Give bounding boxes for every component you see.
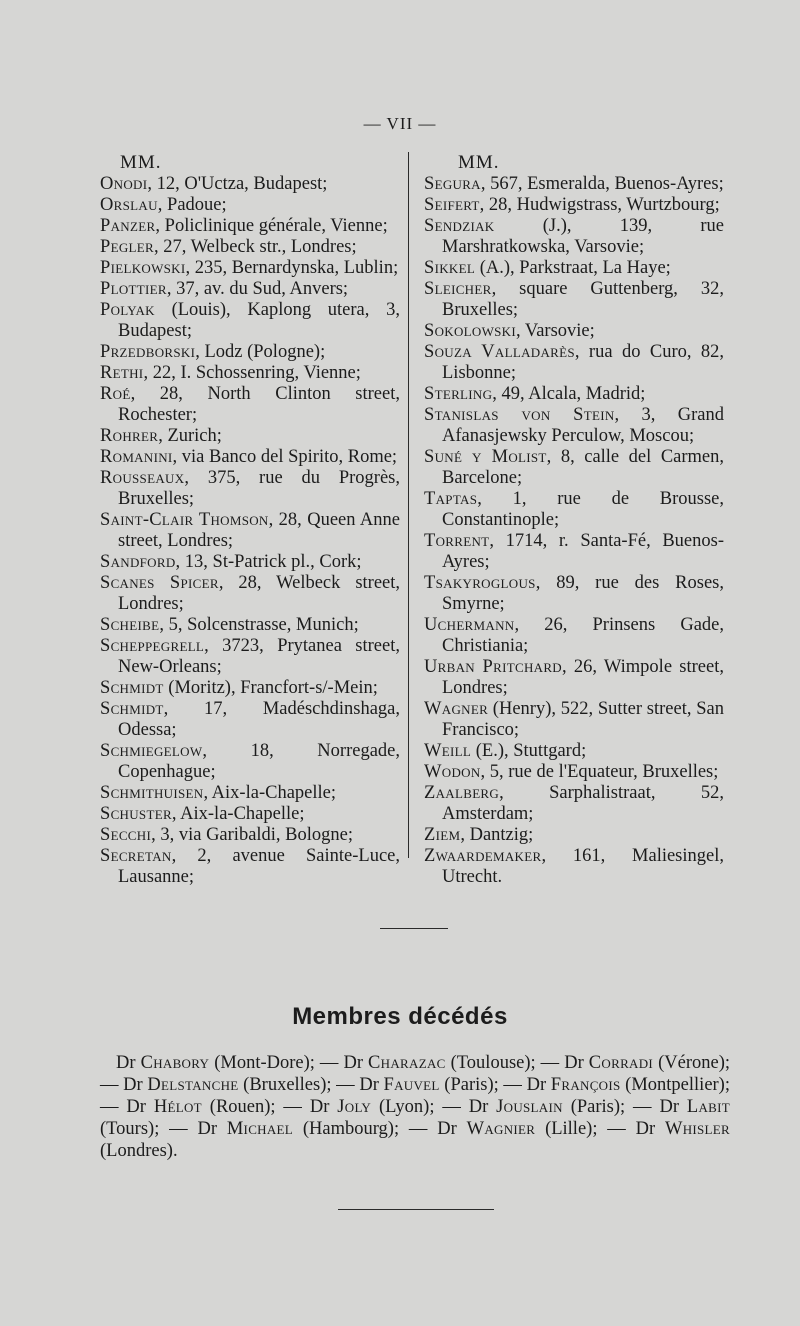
- member-entry: [100, 678, 400, 699]
- deceased-city: (Hambourg); —: [293, 1119, 438, 1139]
- doctor-prefix: Dr: [197, 1119, 227, 1139]
- member-name: Sendziak: [424, 216, 495, 236]
- deceased-city: (Lyon); —: [371, 1097, 469, 1117]
- left-member-list: [100, 174, 400, 888]
- member-name: Weill: [424, 741, 472, 761]
- doctor-prefix: Dr: [126, 1097, 154, 1117]
- member-address: , 375, rue du Progrès, Bruxelles;: [118, 468, 400, 509]
- member-entry: [424, 531, 724, 573]
- member-address: , 3, via Garibaldi, Bologne;: [151, 825, 354, 845]
- deceased-name: Whisler: [664, 1119, 730, 1139]
- member-name: Taptas: [424, 489, 478, 509]
- member-entry: [100, 237, 400, 258]
- member-entry: [100, 258, 400, 279]
- deceased-name: Fauvel: [383, 1075, 440, 1095]
- member-entry: [424, 615, 724, 657]
- member-entry: [100, 804, 400, 825]
- deceased-name: Corradi: [588, 1053, 654, 1073]
- member-address: , 49, Alcala, Madrid;: [492, 384, 646, 404]
- member-address: , 567, Esmeralda, Buenos-Ayres;: [480, 174, 724, 194]
- deceased-members-paragraph: [100, 1052, 730, 1162]
- member-entry: [424, 489, 724, 531]
- member-entry: [100, 636, 400, 678]
- member-name: Plottier: [100, 279, 167, 299]
- member-name: Zwaardemaker: [424, 846, 542, 866]
- member-name: Scheppegrell: [100, 636, 205, 656]
- member-entry: [100, 468, 400, 510]
- page-number: — VII —: [363, 114, 437, 133]
- member-entry: [424, 279, 724, 321]
- member-name: Seifert: [424, 195, 480, 215]
- deceased-entry: [126, 1097, 309, 1117]
- member-name: Rousseaux: [100, 468, 185, 488]
- member-name: Romanini: [100, 447, 173, 467]
- member-name: Schmithuisen: [100, 783, 204, 803]
- member-name: Suné y Molist: [424, 447, 547, 467]
- right-member-column: [424, 152, 724, 888]
- member-name: Ziem: [424, 825, 461, 845]
- deceased-city: (Lille); —: [535, 1119, 636, 1139]
- deceased-city: (Tours); —: [100, 1119, 198, 1139]
- member-entry: [100, 300, 400, 342]
- member-name: Stanislas von Stein: [424, 405, 615, 425]
- closing-rule: [338, 1209, 494, 1210]
- deceased-name: Chabory: [140, 1053, 210, 1073]
- member-address: , 28, Queen Anne street, Londres;: [118, 510, 400, 551]
- member-address: , 3, Grand Afanasjewsky Perculow, Moscou;: [442, 405, 724, 446]
- deceased-entry: [310, 1097, 469, 1117]
- deceased-city: (Paris); —: [439, 1075, 527, 1095]
- deceased-name: François: [550, 1075, 621, 1095]
- member-name: Torrent: [424, 531, 490, 551]
- member-entry: [424, 174, 724, 195]
- member-address: (Moritz), Francfort-s/-Mein;: [163, 678, 378, 698]
- deceased-name: Wagnier: [466, 1119, 536, 1139]
- member-name: Uchermann: [424, 615, 515, 635]
- left-column-header: MM.: [120, 152, 162, 173]
- member-address: , 22, I. Schossenring, Vienne;: [143, 363, 361, 383]
- member-entry: [424, 762, 724, 783]
- member-entry: [100, 573, 400, 615]
- member-entry: [424, 573, 724, 615]
- member-name: Roé: [100, 384, 131, 404]
- member-entry: [100, 552, 400, 573]
- member-name: Sokolowski: [424, 321, 516, 341]
- member-name: Sterling: [424, 384, 493, 404]
- member-address: , 2, avenue Sainte-Luce, Lausanne;: [118, 846, 400, 887]
- deceased-entry: [359, 1075, 526, 1095]
- member-entry: [424, 384, 724, 405]
- member-entry: [100, 174, 400, 195]
- member-entry: [100, 426, 400, 447]
- doctor-prefix: Dr: [123, 1075, 148, 1095]
- member-address: , Varsovie;: [516, 321, 595, 341]
- member-address: , 28, Hudwigstrass, Wurtzbourg;: [479, 195, 720, 215]
- member-address: , 8, calle del Carmen, Barcelone;: [442, 447, 725, 488]
- member-address: (A.), Parkstraat, La Haye;: [475, 258, 671, 278]
- member-name: Schuster: [100, 804, 172, 824]
- member-address: , 3723, Prytanea street, New-Orleans;: [118, 636, 400, 677]
- member-address: , Padoue;: [157, 195, 227, 215]
- member-entry: [424, 699, 724, 741]
- member-entry: [100, 741, 400, 783]
- right-member-list: [424, 174, 724, 888]
- deceased-entry: [123, 1075, 359, 1095]
- deceased-name: Jouslain: [496, 1097, 563, 1117]
- member-entry: [424, 321, 724, 342]
- member-address: (Henry), 522, Sutter street, San Francisco;: [442, 699, 724, 740]
- member-address: , Sarphalistraat, 52, Amsterdam;: [442, 783, 724, 824]
- member-name: Orslau: [100, 195, 158, 215]
- deceased-entry: [116, 1053, 343, 1073]
- deceased-name: Labit: [686, 1097, 731, 1117]
- member-name: Scheibe: [100, 615, 160, 635]
- member-name: Sikkel: [424, 258, 476, 278]
- member-entry: [424, 846, 724, 888]
- deceased-city: (Paris); —: [562, 1097, 660, 1117]
- member-entry: [100, 825, 400, 846]
- left-member-column: [100, 152, 400, 888]
- doctor-prefix: Dr: [116, 1053, 141, 1073]
- deceased-city: (Mont-Dore); —: [209, 1053, 344, 1073]
- member-address: , Aix-la-Chapelle;: [171, 804, 305, 824]
- deceased-name: Charazac: [368, 1053, 446, 1073]
- doctor-prefix: Dr: [468, 1097, 497, 1117]
- deceased-entry: [197, 1119, 437, 1139]
- member-name: Panzer: [100, 216, 156, 236]
- member-name: Segura: [424, 174, 481, 194]
- doctor-prefix: Dr: [359, 1075, 384, 1095]
- member-address: , rua do Curo, 82, Lisbonne;: [442, 342, 725, 383]
- member-name: Scanes Spicer: [100, 573, 219, 593]
- member-entry: [100, 783, 400, 804]
- member-address: , via Banco del Spirito, Rome;: [172, 447, 398, 467]
- member-address: , 1, rue de Brousse, Constantinople;: [442, 489, 724, 530]
- member-name: Wagner: [424, 699, 489, 719]
- doctor-prefix: Dr: [343, 1053, 369, 1073]
- member-address: (J.), 139, rue Marshratkowska, Varsovie;: [442, 216, 724, 257]
- member-entry: [424, 447, 724, 489]
- member-entry: [100, 846, 400, 888]
- member-entry: [100, 510, 400, 552]
- member-address: , Aix-la-Chapelle;: [203, 783, 336, 803]
- member-address: , Lodz (Pologne);: [195, 342, 326, 362]
- member-address: , 28, Welbeck street, Londres;: [118, 573, 401, 614]
- member-address: , 5, Solcenstrasse, Munich;: [159, 615, 359, 635]
- member-name: Sleicher: [424, 279, 492, 299]
- member-entry: [424, 258, 724, 279]
- deceased-entry: [343, 1053, 564, 1073]
- doctor-prefix: Dr: [526, 1075, 551, 1095]
- section-separator-rule: [380, 928, 448, 929]
- deceased-name: Delstanche: [147, 1075, 239, 1095]
- member-address: , square Guttenberg, 32, Bruxelles;: [442, 279, 724, 320]
- member-address: , Dantzig;: [460, 825, 534, 845]
- column-divider: [408, 152, 409, 858]
- deceased-name: Joly: [337, 1097, 372, 1117]
- member-address: , 37, av. du Sud, Anvers;: [166, 279, 349, 299]
- member-address: , 13, St-Patrick pl., Cork;: [175, 552, 362, 572]
- member-entry: [100, 195, 400, 216]
- member-address: , 5, rue de l'Equateur, Bruxelles;: [480, 762, 719, 782]
- member-name: Schmiegelow: [100, 741, 203, 761]
- member-address: , 89, rue des Roses, Smyrne;: [442, 573, 724, 614]
- deceased-name: Michael: [226, 1119, 294, 1139]
- member-name: Urban Pritchard: [424, 657, 562, 677]
- member-address: , 12, O'Uctza, Budapest;: [147, 174, 328, 194]
- deceased-city: (Rouen); —: [201, 1097, 310, 1117]
- member-name: Polyak: [100, 300, 155, 320]
- member-address: , 1714, r. Santa-Fé, Buenos-Ayres;: [442, 531, 724, 572]
- deceased-section-title: Membres décédés: [292, 1003, 508, 1030]
- deceased-city: (Toulouse); —: [445, 1053, 565, 1073]
- deceased-name: Hélot: [153, 1097, 202, 1117]
- deceased-city: (Vérone); —: [100, 1053, 730, 1095]
- doctor-prefix: Dr: [309, 1097, 338, 1117]
- deceased-city: (Montpellier); —: [100, 1075, 730, 1117]
- member-entry: [100, 615, 400, 636]
- member-address: , 26, Wimpole street, Londres;: [442, 657, 724, 698]
- member-entry: [424, 825, 724, 846]
- member-name: Pielkowski: [100, 258, 186, 278]
- member-address: (E.), Stuttgard;: [471, 741, 587, 761]
- member-address: , Zurich;: [158, 426, 222, 446]
- member-entry: [424, 216, 724, 258]
- member-address: , 26, Prinsens Gade, Christiania;: [442, 615, 724, 656]
- doctor-prefix: Dr: [564, 1053, 589, 1073]
- member-entry: [100, 216, 400, 237]
- member-name: Zaalberg: [424, 783, 500, 803]
- member-entry: [100, 363, 400, 384]
- deceased-entry: [437, 1119, 635, 1139]
- doctor-prefix: Dr: [437, 1119, 467, 1139]
- member-address: (Louis), Kaplong utera, 3, Budapest;: [118, 300, 400, 341]
- member-entry: [424, 195, 724, 216]
- member-name: Wodon: [424, 762, 481, 782]
- member-address: , Policlinique générale, Vienne;: [155, 216, 388, 236]
- deceased-city: (Bruxelles); —: [238, 1075, 360, 1095]
- member-address: , 27, Welbeck str., Londres;: [153, 237, 357, 257]
- member-entry: [424, 657, 724, 699]
- doctor-prefix: Dr: [659, 1097, 687, 1117]
- doctor-prefix: Dr: [635, 1119, 665, 1139]
- member-name: Saint-Clair Thomson: [100, 510, 269, 530]
- member-address: , 28, North Clinton street, Rochester;: [118, 384, 400, 425]
- right-column-header: MM.: [458, 152, 500, 173]
- member-entry: [100, 384, 400, 426]
- member-entry: [424, 783, 724, 825]
- deceased-entry: [469, 1097, 660, 1117]
- member-name: Sandford: [100, 552, 176, 572]
- member-name: Rohrer: [100, 426, 159, 446]
- member-entry: [424, 405, 724, 447]
- member-entry: [100, 699, 400, 741]
- member-name: Schmidt: [100, 699, 164, 719]
- member-entry: [424, 342, 724, 384]
- member-name: Onodi: [100, 174, 148, 194]
- member-entry: [100, 342, 400, 363]
- member-name: Secchi: [100, 825, 152, 845]
- member-address: , 17, Madéschdinshaga, Odessa;: [118, 699, 400, 740]
- member-entry: [100, 279, 400, 300]
- member-entry: [100, 447, 400, 468]
- member-name: Przedborski: [100, 342, 196, 362]
- member-address: , 18, Norregade, Copenhague;: [118, 741, 400, 782]
- member-name: Tsakyroglous: [424, 573, 536, 593]
- member-address: , 235, Bernardynska, Lublin;: [185, 258, 399, 278]
- member-name: Secretan: [100, 846, 172, 866]
- member-entry: [424, 741, 724, 762]
- member-name: Pegler: [100, 237, 154, 257]
- member-name: Rethi: [100, 363, 144, 383]
- member-address: , 161, Maliesingel, Utrecht.: [442, 846, 724, 887]
- deceased-city: (Londres).: [100, 1141, 178, 1161]
- member-name: Souza Valladarès: [424, 342, 575, 362]
- member-name: Schmidt: [100, 678, 164, 698]
